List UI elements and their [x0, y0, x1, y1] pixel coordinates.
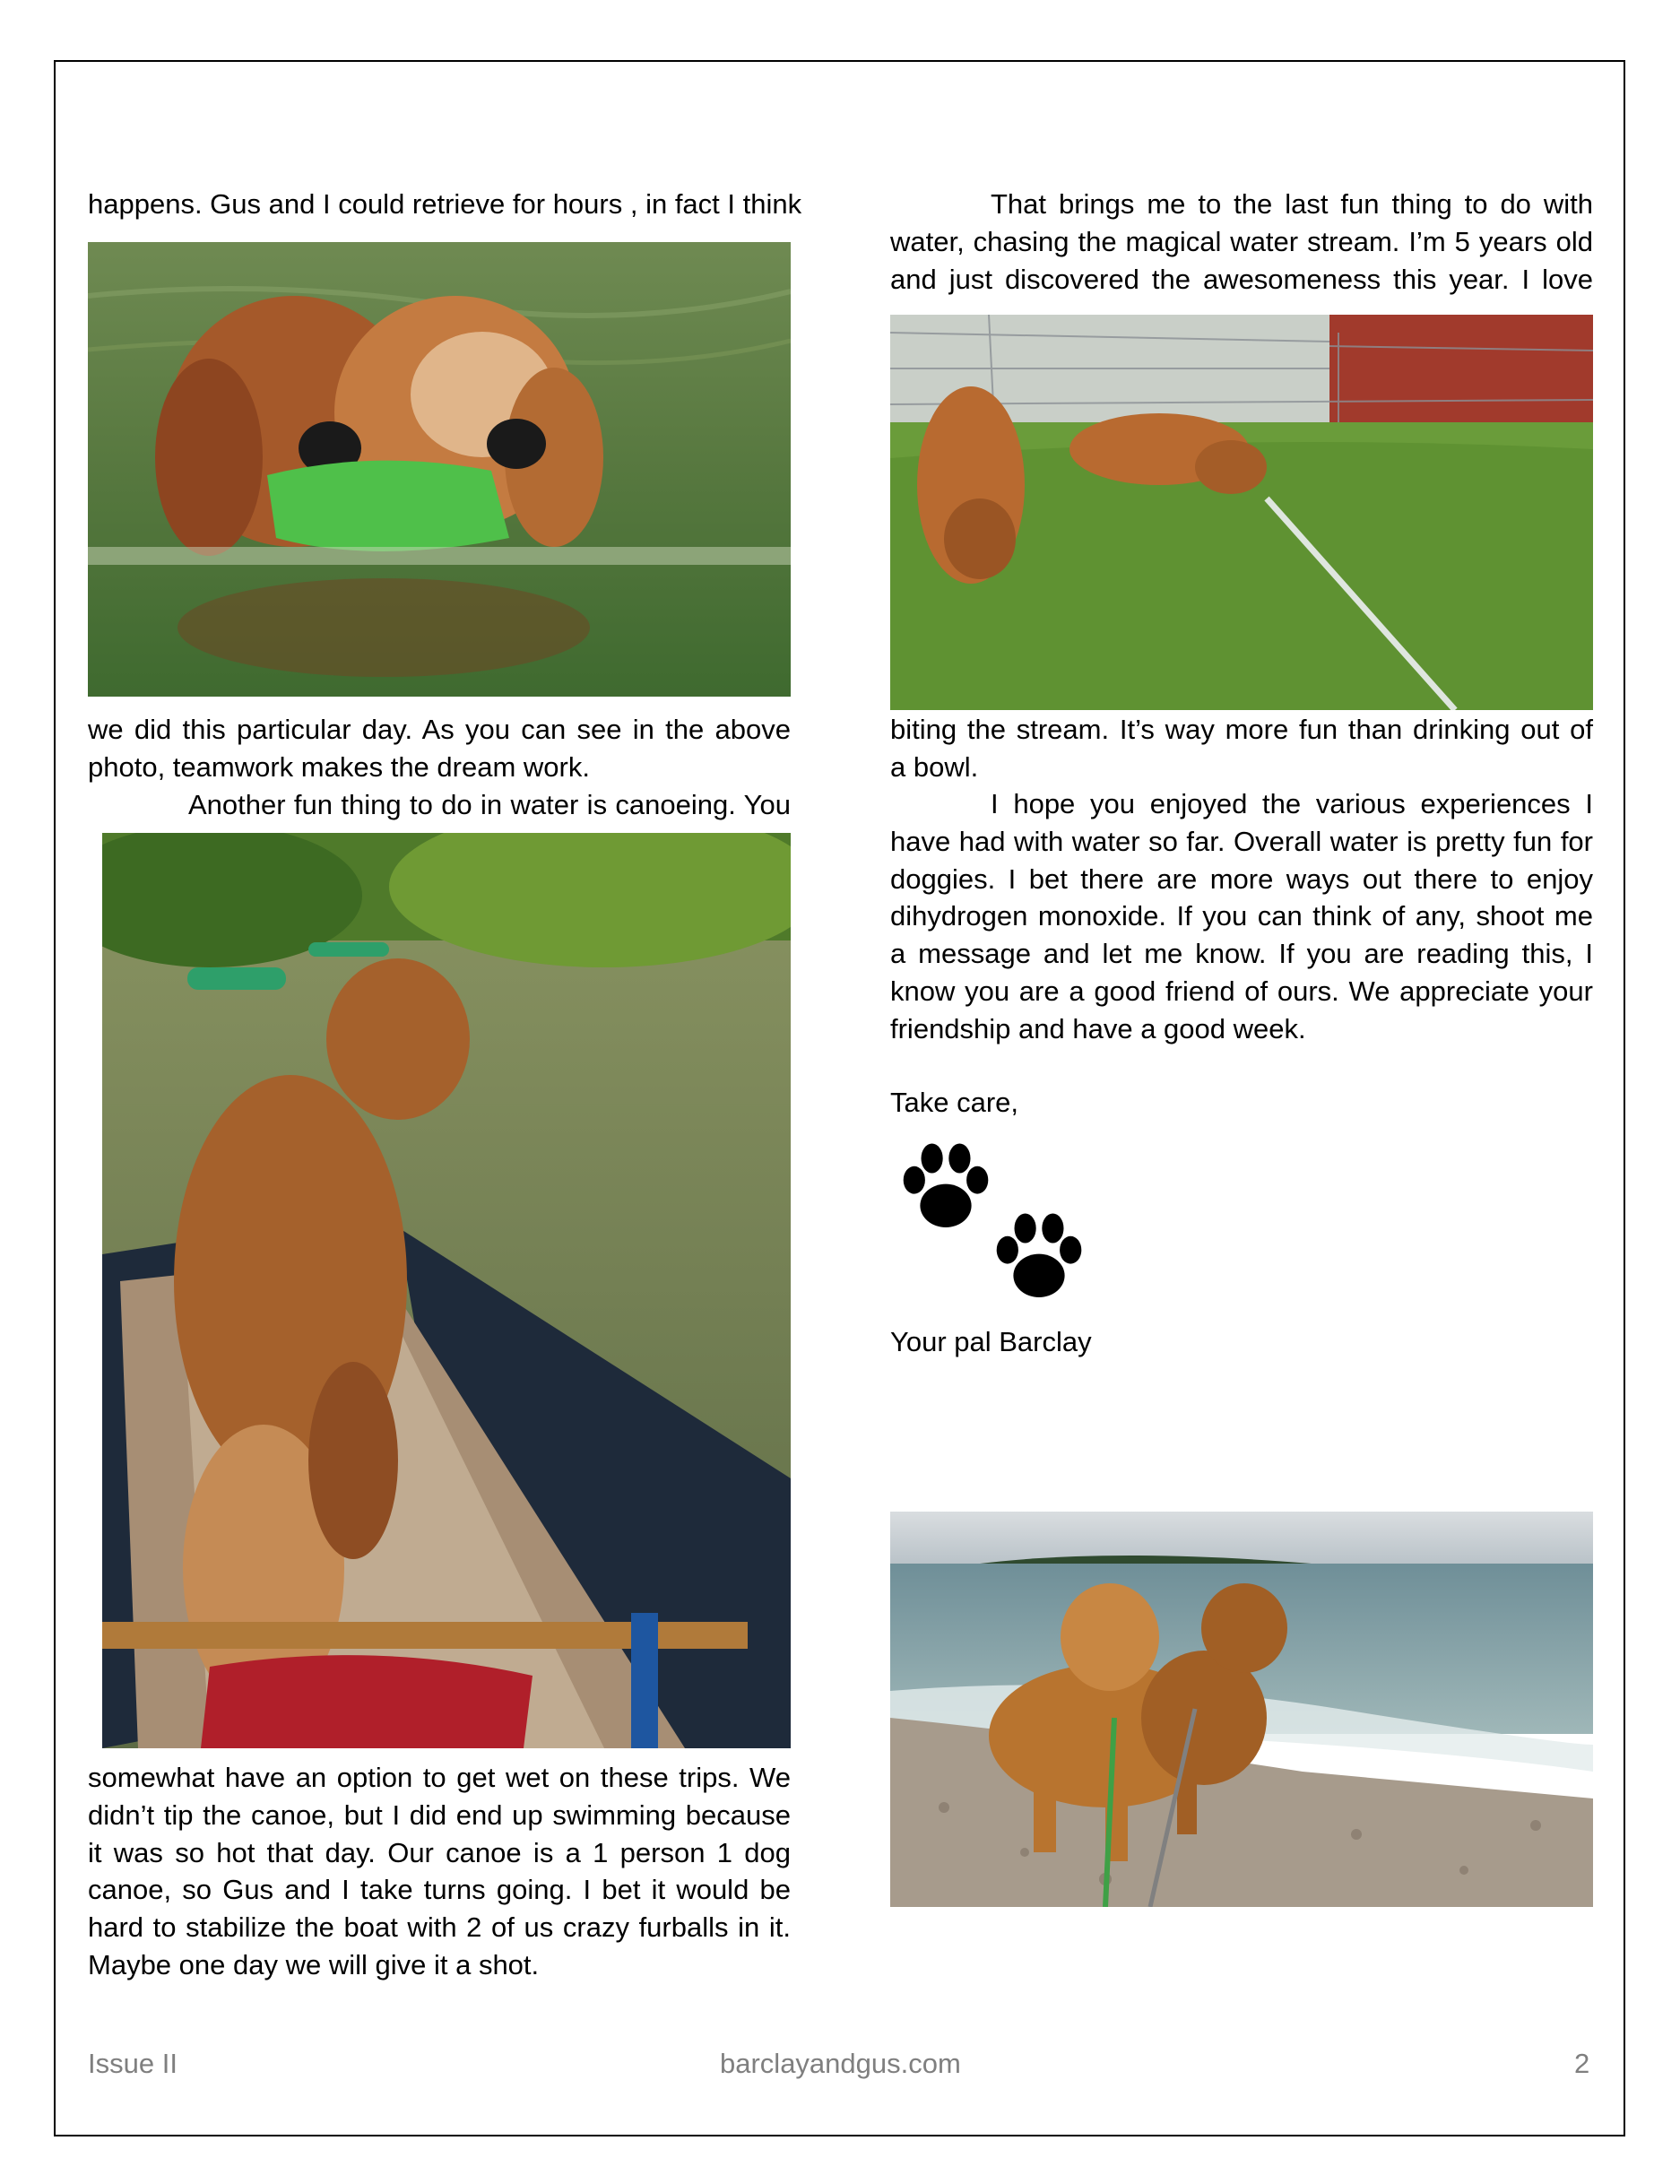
text-line: doggies. I bet there are more ways out there to enjoy [890, 862, 1593, 895]
paw-print-icon [990, 1209, 1088, 1307]
text-line: friendship and have a good week. [890, 1012, 1306, 1044]
paw-print-icon [896, 1139, 995, 1237]
text-line: Maybe one day we will give it a shot. [88, 1948, 540, 1980]
photo-dogs-swimming-with-toy [88, 242, 791, 697]
text-line: biting the stream. It’s way more fun than drinking out of [890, 714, 1593, 745]
text-line: photo, teamwork makes the dream work. [88, 750, 590, 783]
text-line: hard to stabilize the boat with 2 of us crazy furballs in it. [88, 1911, 791, 1944]
text-line: know you are a good friend of ours. We appreciate your [890, 975, 1593, 1007]
text-line: have had with water so far. Overall water is pretty fun for [890, 825, 1593, 857]
text-line: we did this particular day. As you can see in the above [88, 714, 791, 745]
text-line: I hope you enjoyed the various experiences I [991, 788, 1593, 819]
footer-website-link[interactable]: barclayandgus.com [720, 2048, 961, 2079]
sign-off-text: Take care, [890, 1087, 1019, 1118]
photo-dogs-on-beach [890, 1512, 1593, 1907]
photo-dog-in-canoe [102, 833, 791, 1748]
signature [890, 1323, 1593, 1361]
text-line: water, chasing the magical water stream. I’m 5 years old [890, 225, 1593, 257]
sign-off [890, 1084, 1593, 1122]
text-line: didn’t tip the canoe, but I did end up swimming because [88, 1798, 791, 1831]
text-line: somewhat have an option to get wet on these trips. We [88, 1762, 791, 1793]
right-text-after-stream-photo [890, 711, 1593, 786]
left-text-after-swim-photo [88, 711, 791, 823]
text-line: That brings me to the last fun thing to do with [991, 188, 1593, 220]
signature-text: Your pal Barclay [890, 1326, 1092, 1357]
text-line: it was so hot that day. Our canoe is a 1 person 1 dog [88, 1836, 791, 1868]
footer-page-number: 2 [1574, 2048, 1590, 2079]
left-text-top [88, 186, 802, 223]
right-text-top [890, 186, 1593, 298]
text-line: dihydrogen monoxide. If you can think of any, shoot me [890, 900, 1593, 932]
text-line: a message and let me know. If you are reading this, I [890, 938, 1593, 970]
text-line: canoe, so Gus and I take turns going. I bet it would be [88, 1874, 791, 1906]
text-line: a bowl. [890, 750, 979, 783]
left-text-after-canoe-photo [88, 1759, 791, 1984]
closing-paragraph [890, 785, 1593, 1048]
footer-issue: Issue II [88, 2048, 178, 2079]
photo-dogs-water-stream [890, 315, 1593, 710]
text-line: happens. Gus and I could retrieve for hours , in fact I think [88, 188, 802, 220]
text-line: Another fun thing to do in water is canoeing. You [188, 788, 791, 820]
text-line: and just discovered the awesomeness this year. I love [890, 263, 1593, 295]
